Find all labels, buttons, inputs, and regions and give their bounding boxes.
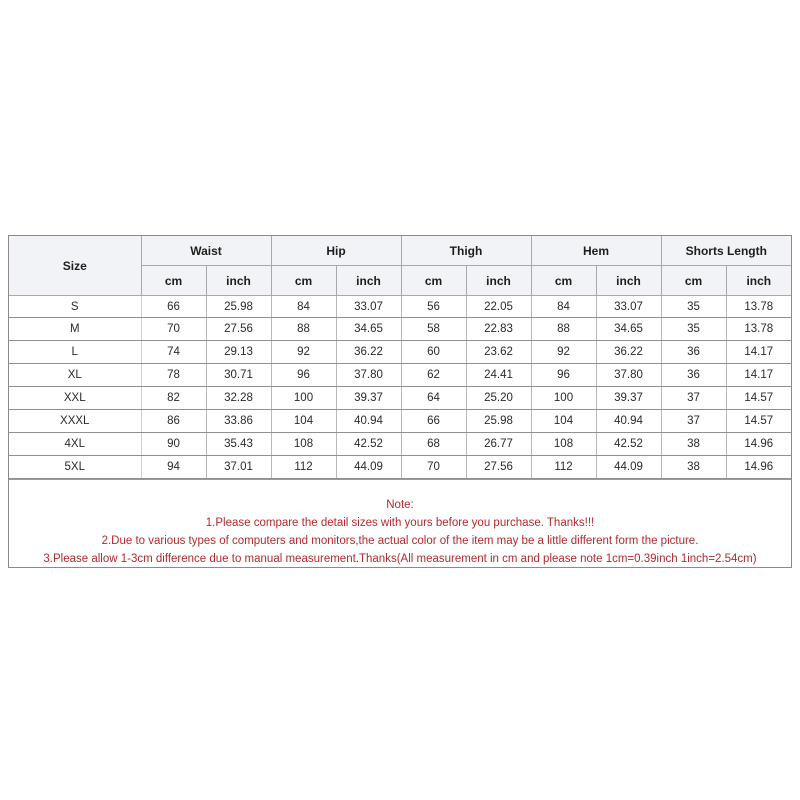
table-cell: 92: [531, 341, 596, 364]
size-column-header: Size: [9, 236, 141, 296]
unit-header-cm: cm: [531, 266, 596, 296]
table-cell: 24.41: [466, 364, 531, 387]
hip-header: Hip: [271, 236, 401, 266]
note-line-2: 2.Due to various types of computers and monitors,the actual color of the item may be a little different form the picture.: [101, 535, 699, 547]
table-cell: 36.22: [336, 341, 401, 364]
table-cell: 25.98: [206, 296, 271, 318]
size-rows: [9, 296, 791, 479]
table-cell: 108: [271, 433, 336, 456]
table-cell: 82: [141, 387, 206, 410]
table-cell: 37.80: [336, 364, 401, 387]
size-label-cell: XXL: [9, 387, 141, 410]
table-cell: 13.78: [726, 318, 791, 341]
table-cell: 34.65: [336, 318, 401, 341]
table-cell: 96: [271, 364, 336, 387]
table-cell: 66: [401, 410, 466, 433]
table-cell: 29.13: [206, 341, 271, 364]
table-cell: 26.77: [466, 433, 531, 456]
table-cell: 22.83: [466, 318, 531, 341]
waist-header: Waist: [141, 236, 271, 266]
table-row: [9, 296, 791, 318]
hem-header: Hem: [531, 236, 661, 266]
table-cell: 14.57: [726, 410, 791, 433]
size-label-cell: 4XL: [9, 433, 141, 456]
table-cell: 56: [401, 296, 466, 318]
table-row: [9, 341, 791, 364]
table-cell: 40.94: [336, 410, 401, 433]
table-cell: 32.28: [206, 387, 271, 410]
size-table: [9, 236, 791, 479]
table-cell: 36: [661, 341, 726, 364]
note-line-1: 1.Please compare the detail sizes with yours before you purchase. Thanks!!!: [205, 517, 595, 529]
unit-header-inch: inch: [336, 266, 401, 296]
table-cell: 14.17: [726, 364, 791, 387]
table-cell: 14.57: [726, 387, 791, 410]
size-label-cell: XL: [9, 364, 141, 387]
table-cell: 100: [531, 387, 596, 410]
table-cell: 39.37: [336, 387, 401, 410]
table-cell: 34.65: [596, 318, 661, 341]
thigh-header: Thigh: [401, 236, 531, 266]
table-cell: 37: [661, 410, 726, 433]
shorts-length-header: Shorts Length: [661, 236, 791, 266]
table-cell: 104: [271, 410, 336, 433]
note-line-3: 3.Please allow 1-3cm difference due to manual measurement.Thanks(All measurement in cm and please note 1cm=0.39inch 1inch=2.54cm): [43, 553, 757, 565]
table-cell: 112: [271, 456, 336, 479]
table-cell: 78: [141, 364, 206, 387]
size-label-cell: XXXL: [9, 410, 141, 433]
table-cell: 74: [141, 341, 206, 364]
table-cell: 68: [401, 433, 466, 456]
table-row: [9, 410, 791, 433]
table-cell: 90: [141, 433, 206, 456]
table-cell: 14.96: [726, 433, 791, 456]
table-cell: 94: [141, 456, 206, 479]
table-row: [9, 456, 791, 479]
table-cell: 70: [401, 456, 466, 479]
unit-header-inch: inch: [726, 266, 791, 296]
table-cell: 60: [401, 341, 466, 364]
table-cell: 35.43: [206, 433, 271, 456]
table-cell: 25.20: [466, 387, 531, 410]
table-cell: 42.52: [336, 433, 401, 456]
table-cell: 66: [141, 296, 206, 318]
table-cell: 33.07: [596, 296, 661, 318]
table-cell: 88: [531, 318, 596, 341]
size-label-cell: S: [9, 296, 141, 318]
size-label-cell: L: [9, 341, 141, 364]
table-cell: 92: [271, 341, 336, 364]
header-group-row: [9, 236, 791, 266]
notes-section: [9, 479, 791, 567]
table-cell: 22.05: [466, 296, 531, 318]
unit-header-inch: inch: [596, 266, 661, 296]
table-cell: 27.56: [206, 318, 271, 341]
unit-header-cm: cm: [401, 266, 466, 296]
size-chart: [8, 235, 792, 568]
table-row: [9, 364, 791, 387]
table-cell: 64: [401, 387, 466, 410]
table-cell: 44.09: [596, 456, 661, 479]
table-cell: 13.78: [726, 296, 791, 318]
table-row: [9, 387, 791, 410]
table-cell: 14.17: [726, 341, 791, 364]
table-cell: 25.98: [466, 410, 531, 433]
table-cell: 27.56: [466, 456, 531, 479]
unit-header-cm: cm: [661, 266, 726, 296]
table-cell: 58: [401, 318, 466, 341]
table-cell: 36.22: [596, 341, 661, 364]
table-cell: 112: [531, 456, 596, 479]
unit-header-inch: inch: [466, 266, 531, 296]
table-cell: 44.09: [336, 456, 401, 479]
table-cell: 39.37: [596, 387, 661, 410]
table-cell: 37.01: [206, 456, 271, 479]
table-cell: 84: [271, 296, 336, 318]
table-row: [9, 318, 791, 341]
table-cell: 33.86: [206, 410, 271, 433]
table-row: [9, 433, 791, 456]
table-cell: 42.52: [596, 433, 661, 456]
table-cell: 37.80: [596, 364, 661, 387]
unit-header-cm: cm: [271, 266, 336, 296]
table-cell: 23.62: [466, 341, 531, 364]
table-cell: 35: [661, 296, 726, 318]
table-cell: 84: [531, 296, 596, 318]
table-cell: 30.71: [206, 364, 271, 387]
table-cell: 70: [141, 318, 206, 341]
table-cell: 38: [661, 456, 726, 479]
table-cell: 88: [271, 318, 336, 341]
table-cell: 108: [531, 433, 596, 456]
size-label-cell: M: [9, 318, 141, 341]
table-cell: 62: [401, 364, 466, 387]
table-cell: 36: [661, 364, 726, 387]
table-cell: 33.07: [336, 296, 401, 318]
table-cell: 104: [531, 410, 596, 433]
table-cell: 86: [141, 410, 206, 433]
table-cell: 35: [661, 318, 726, 341]
table-cell: 37: [661, 387, 726, 410]
note-title: Note:: [386, 499, 414, 511]
size-label-cell: 5XL: [9, 456, 141, 479]
table-cell: 100: [271, 387, 336, 410]
table-cell: 38: [661, 433, 726, 456]
unit-header-inch: inch: [206, 266, 271, 296]
unit-header-cm: cm: [141, 266, 206, 296]
table-cell: 40.94: [596, 410, 661, 433]
table-cell: 96: [531, 364, 596, 387]
table-cell: 14.96: [726, 456, 791, 479]
